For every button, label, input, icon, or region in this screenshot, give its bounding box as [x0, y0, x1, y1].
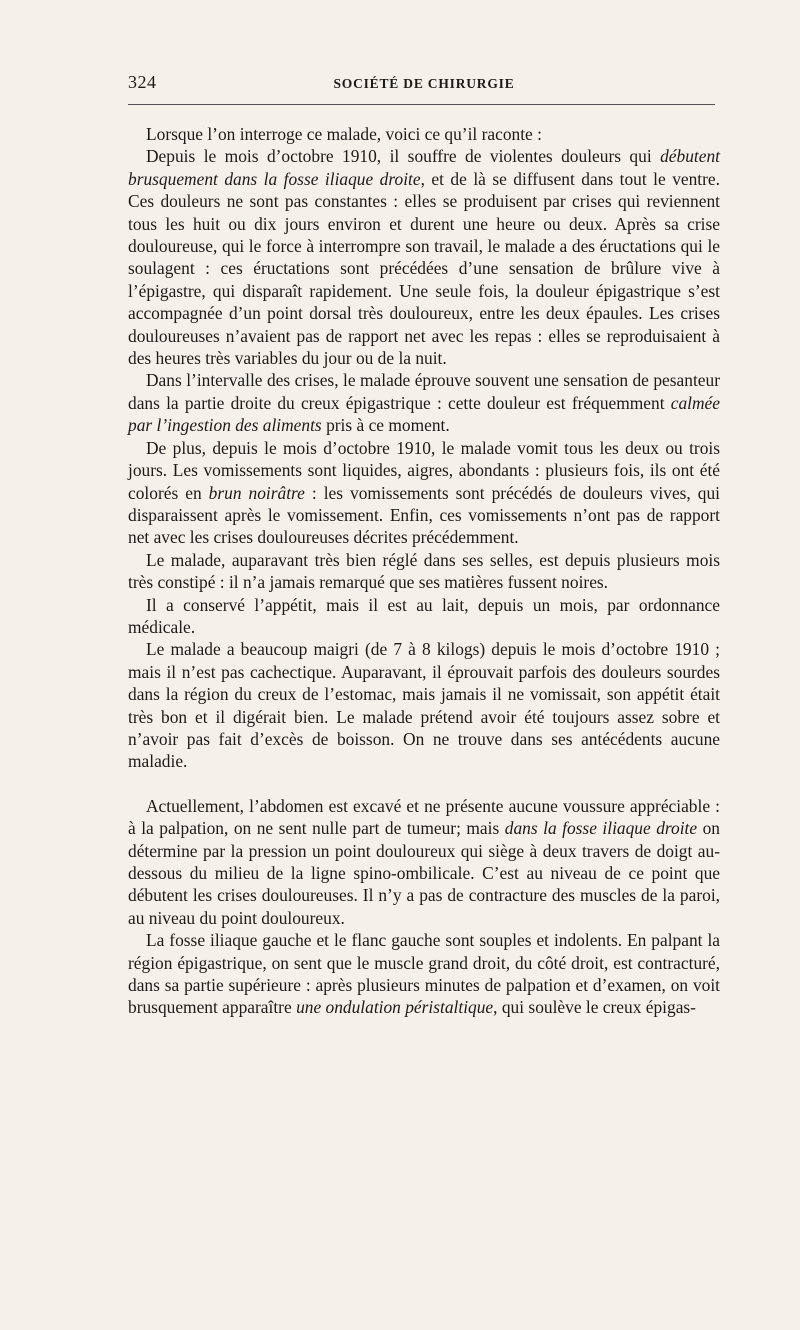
journal-title: SOCIÉTÉ DE CHIRURGIE — [333, 76, 515, 91]
italic-emphasis: calmée par l’ingestion des aliments — [128, 392, 720, 436]
paragraph-text: Le malade a beaucoup maigri (de 7 à 8 kilogs) depuis le mois d’octobre 1910 ; mais il n’est pas cachectique. Auparavant, il éprouvait parfois des douleurs sourdes dans la région du creux de l’estomac, mais jamais il ne vomissait, son appétit était très bon et il digérait bien. Le malade prétend avoir été toujours assez sobre et n’avoir pas fait d’excès de boisson. On ne trouve dans ses antécédents aucune maladie. — [128, 639, 720, 772]
paragraph-lead: Actuellement, l’abdomen est excavé et ne présente aucune voussure appréciable : à la palpation, on ne sent nulle part de tumeur; mais — [128, 795, 720, 839]
paragraph-text: Il a conservé l’appétit, mais il est au lait, depuis un mois, par ordonnance médicale. — [128, 594, 720, 637]
running-header — [128, 72, 720, 96]
paragraph-rest: , qui soulève le creux épigas- — [493, 997, 696, 1018]
italic-emphasis: dans la fosse iliaque droite — [504, 818, 698, 839]
paragraph-lead: Dans l’intervalle des crises, le malade éprouve souvent une sensation de pesanteur dans la partie droite du creux épigastrique : cette douleur est fréquemment — [128, 370, 720, 413]
paragraph-text: Lorsque l’on interroge ce malade, voici ce qu’il raconte : — [146, 124, 542, 144]
paragraph-rest: on détermine par la pression un point douloureux qui siège à deux travers de doigt au-dessous du milieu de la ligne spino-ombilicale. C’est au niveau de ce point que débutent les crises douloureuses. Il n’y a pas de contracture des muscles de la paroi, au niveau du point douloureux. — [128, 818, 720, 928]
header-rule — [128, 104, 715, 105]
italic-emphasis: brun noirâtre — [208, 482, 305, 503]
paragraph-rest: , et de là se diffusent dans tout le ventre. Ces douleurs ne sont pas constantes : elles se produisent par crises qui reviennent tous les huit ou dix jours environ et durent une heure ou deux. Après sa crise douloureuse, qui le force à interrompre son travail, le malade a des éructations qui le soulagent : ces éructations sont précédées d’une sensation de brûlure vive à l’épigastre, qui disparaît rapidement. Une seule fois, la douleur épigastrique s’est accompagnée d’un point dorsal très douloureux, entre les deux épaules. Les crises douloureuses n’avaient pas de rapport net avec les repas : elles se reproduisaient à des heures très variables du jour ou de la nuit. — [128, 168, 720, 369]
page-number: 324 — [128, 72, 157, 92]
italic-emphasis: une ondulation péristaltique — [296, 997, 494, 1018]
paragraph-lead: Depuis le mois d’octobre 1910, il souffre de violentes douleurs qui — [146, 146, 652, 167]
paragraph-8 — [128, 795, 720, 929]
paragraph-lead: La fosse iliaque gauche et le flanc gauche sont souples et indolents. En palpant la région épigastrique, on sent que le muscle grand droit, du côté droit, est contracturé, dans sa partie supérieure : après plusieurs minutes de palpation et d’examen, on voit brusquement apparaître — [128, 930, 720, 1018]
paragraph-2 — [128, 145, 720, 369]
italic-emphasis: débutent brusquement dans la fosse iliaque droite — [128, 146, 720, 189]
paragraph-5 — [128, 549, 720, 594]
paragraph-1 — [128, 123, 720, 145]
paragraph-rest: pris à ce moment. — [326, 415, 450, 436]
paragraph-3 — [128, 369, 720, 436]
paragraph-6 — [128, 594, 720, 639]
body-text — [128, 123, 720, 1019]
paragraph-4 — [128, 437, 720, 549]
paragraph-text: Le malade, auparavant très bien réglé dans ses selles, est depuis plusieurs mois très constipé : il n’a jamais remarqué que ses matières fussent noires. — [128, 549, 720, 593]
paragraph-9 — [128, 929, 720, 1019]
paragraph-7 — [128, 638, 720, 772]
paragraph-lead: De plus, depuis le mois d’octobre 1910, le malade vomit tous les deux ou trois jours. Les vomissements sont liquides, aigres, abondants : plusieurs fois, ils ont été colorés en — [128, 437, 720, 503]
paragraph-rest: : les vomissements sont précédés de douleurs vives, qui disparaissent après le vomissement. Enfin, ces vomissements n’ont pas de rapport net avec les crises douloureuses décrites précédemment. — [128, 482, 721, 548]
